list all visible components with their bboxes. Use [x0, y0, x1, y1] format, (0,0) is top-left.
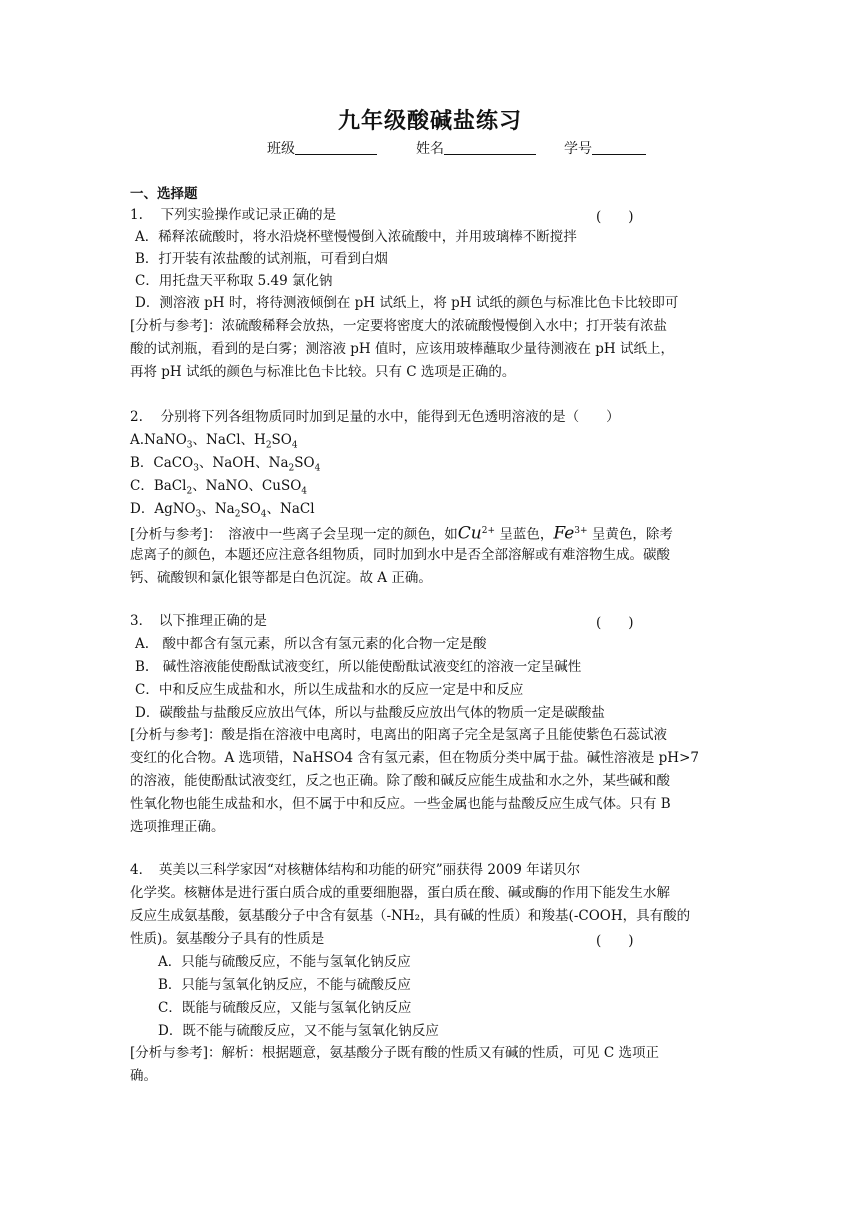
q2-analysis-line: 虑离子的颜色，本题还应注意各组物质，同时加到水中是否全部溶解或有难溶物生成。碳酸: [130, 547, 670, 563]
q3-option-b: B. 碱性溶液能使酚酞试液变红，所以能使酚酞试液变红的溶液一定呈碱性: [135, 659, 582, 675]
q1-option-b: B．打开装有浓盐酸的试剂瓶，可看到白烟: [135, 251, 388, 267]
class-label: 班级: [267, 141, 295, 157]
number-field: [564, 138, 646, 158]
q3-analysis-line: 性氧化物也能生成盐和水，但不属于中和反应。一些金属也能与盐酸反应生成气体。只有 B: [130, 796, 671, 812]
q4-option-a: A．只能与硫酸反应，不能与氢氧化钠反应: [158, 954, 411, 970]
q3-analysis-line: 选项推理正确。: [130, 819, 225, 835]
q4-analysis-line: [分析与参考]：解析：根据题意，氨基酸分子既有酸的性质又有碱的性质，可见 C 选项正: [130, 1045, 659, 1061]
q2-analysis-line: 钙、硫酸钡和氯化银等都是白色沉淀。故 A 正确。: [130, 570, 432, 586]
q3-analysis-line: 的溶液，能使酚酞试液变红，反之也正确。除了酸和碱反应能生成盐和水之外，某些碱和酸: [130, 773, 670, 789]
q3-analysis-line: [分析与参考]：酸是指在溶液中电离时，电离出的阳离子完全是氢离子且能使紫色石蕊试液: [130, 727, 668, 743]
q3-stem: 3． 以下推理正确的是: [130, 613, 267, 629]
q2-stem: 2. 分别将下列各组物质同时加到足量的水中，能得到无色透明溶液的是（ ）: [130, 409, 620, 425]
q4-answer-paren: ( ): [596, 933, 634, 949]
q4-option-c: C．既能与硫酸反应，又能与氢氧化钠反应: [158, 1000, 412, 1016]
q1-stem: 1. 下列实验操作或记录正确的是: [130, 207, 337, 223]
q4-stem-line: 反应生成氨基酸，氨基酸分子中含有氨基（-NH₂，具有碱的性质）和羧基(-COOH，具有酸的: [130, 908, 691, 924]
q2-option-a: A.NaNO$_3$、NaCl、$H_2SO_4$: [130, 432, 298, 451]
q1-analysis-line: 酸的试剂瓶，看到的是白雾；测溶液 pH 值时，应该用玻棒蘸取少量待测液在 pH 试纸上，: [130, 341, 674, 357]
name-field: [416, 138, 536, 158]
q4-stem-line: 性质)。氨基酸分子具有的性质是: [130, 931, 325, 947]
name-blank: [444, 140, 536, 155]
cu-ion: Cu: [457, 523, 482, 544]
q4-option-d: D．既不能与硫酸反应，又不能与氢氧化钠反应: [158, 1023, 439, 1039]
number-blank: [592, 140, 646, 155]
q1-option-a: A．稀释浓硫酸时，将水沿烧杯壁慢慢倒入浓硫酸中，并用玻璃棒不断搅拌: [135, 229, 577, 245]
class-field: [267, 138, 377, 158]
q4-stem-line: 4． 英美以三科学家因“对核糖体结构和功能的研究”丽获得 2009 年诺贝尔: [130, 862, 581, 878]
q1-analysis-line: 再将 pH 试纸的颜色与标准比色卡比较。只有 C 选项是正确的。: [130, 364, 516, 380]
class-blank: [295, 140, 377, 155]
q3-option-c: C．中和反应生成盐和水，所以生成盐和水的反应一定是中和反应: [135, 682, 524, 698]
section-title: 一、选择题: [130, 186, 198, 202]
q1-answer-paren: ( ): [596, 209, 634, 225]
q3-analysis-line: 变红的化合物。A 选项错，NaHSO4 含有氢元素，但在物质分类中属于盐。碱性溶液是 pH>7: [130, 750, 699, 766]
q2-option-d: D．AgNO$_3$、$Na_2SO_4$、NaCl: [130, 501, 315, 520]
q1-analysis-line: [分析与参考]：浓硫酸稀释会放热，一定要将密度大的浓硫酸慢慢倒入水中；打开装有浓盐: [130, 318, 668, 334]
q4-analysis-line: 确。: [130, 1068, 157, 1084]
q1-option-c: C．用托盘天平称取 5.49 氯化钠: [135, 273, 333, 289]
q3-option-a: A. 酸中都含有氢元素，所以含有氢元素的化合物一定是酸: [135, 636, 487, 652]
q3-option-d: D．碳酸盐与盐酸反应放出气体，所以与盐酸反应放出气体的物质一定是碳酸盐: [135, 705, 605, 721]
q1-option-d: D．测溶液 pH 时，将待测液倾倒在 pH 试纸上，将 pH 试纸的颜色与标准比色卡比较即可: [135, 295, 679, 311]
number-label: 学号: [564, 141, 592, 157]
q2-option-c: C．BaCl$_2$、NaNO、CuSO$_4$: [130, 478, 308, 497]
q4-stem-line: 化学奖。核糖体是进行蛋白质合成的重要细胞器，蛋白质在酸、碱或酶的作用下能发生水解: [130, 885, 670, 901]
name-label: 姓名: [416, 141, 444, 157]
q4-option-b: B．只能与氢氧化钠反应，不能与硫酸反应: [158, 977, 411, 993]
q2-analysis-line: [分析与参考]： 溶液中一些离子会呈现一定的颜色，如$Cu^{2+}$ 呈蓝色，$Fe^{3+}$ 呈黄色，除考: [130, 523, 673, 544]
fe-ion: Fe: [553, 523, 575, 544]
q3-answer-paren: ( ): [596, 615, 634, 631]
q2-option-b: B．CaCO$_3$、NaOH、$Na_2SO_4$: [130, 455, 321, 474]
page-title: 九年级酸碱盐练习: [337, 108, 522, 134]
